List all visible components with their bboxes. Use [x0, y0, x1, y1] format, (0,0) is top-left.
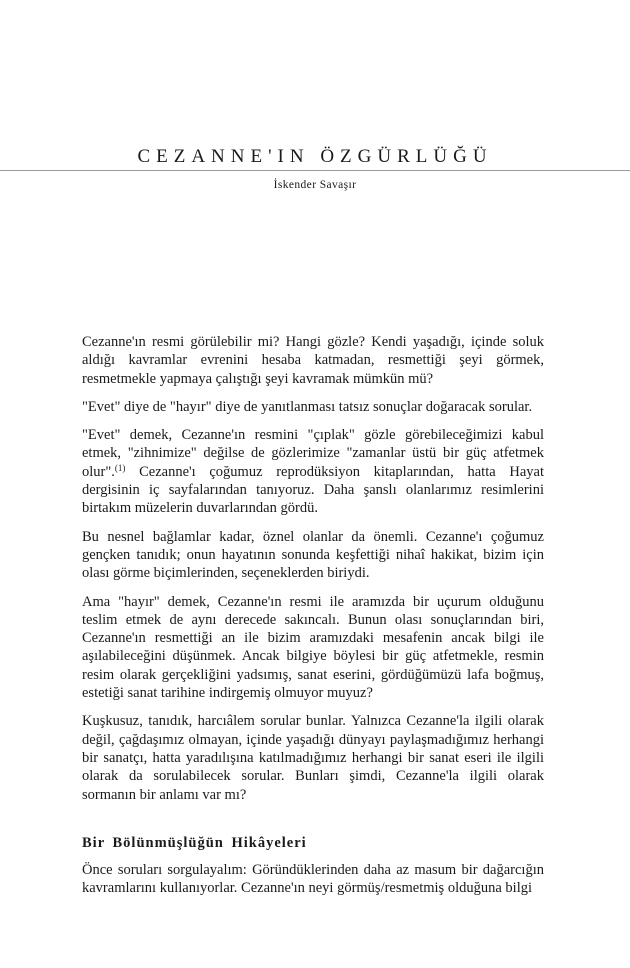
paragraph-7: Önce soruları sorgulayalım: Göründüklerinden daha az masum bir dağarcığın kavramlarını kullanıyorlar. Cezanne'ın neyi görmüş/resmetmiş olduğuna bilgi: [82, 861, 544, 897]
section-heading: Bir Bölünmüşlüğün Hikâyeleri: [82, 834, 307, 851]
paragraph-5: Ama "hayır" demek, Cezanne'ın resmi ile aramızda bir uçurum olduğunu teslim etmek de aynı derecede sakıncalı. Bunun olası sonuçlarından biri, Cezanne'ın resmettiği an ile bizim aramızdaki mesafenin ancak bilgi ile aşılabileceğini düşünmek. Ancak bilgiye böylesi bir güç atfetmekle, resmin resim olarak gerçekliğini yadsımış, sanat eserini, gördüğümüzü lafa boğmuş, estetiği sanat tarihine indirgemiş olmuyor muyuz?: [82, 593, 544, 702]
page-title: CEZANNE'IN ÖZGÜRLÜĞÜ: [137, 146, 493, 167]
article-body: [82, 333, 544, 907]
footnote-marker: (1): [114, 462, 126, 473]
paragraph-3: [82, 426, 544, 517]
title-divider: [0, 170, 630, 171]
paragraph-3-part-2: Cezanne'ı çoğumuz reprodüksiyon kitaplarından, hatta Hayat dergisinin iç sayfalarından tanıyoruz. Daha şanslı olanlarımız resimlerini birtakım müzelerin duvarlarından gördü.: [82, 463, 544, 517]
paragraph-1: Cezanne'ın resmi görülebilir mi? Hangi gözle? Kendi yaşadığı, içinde soluk aldığı kavramlar evrenini hesaba katmadan, resmettiği şeyi görmek, resmetmekle yapmaya çalıştığı şeyi kavramak mümkün mü?: [82, 334, 544, 387]
paragraph-2: "Evet" diye de "hayır" diye de yanıtlanması tatsız sonuçlar doğaracak sorular.: [82, 398, 533, 415]
paragraph-4: Bu nesnel bağlamlar kadar, öznel olanlar da önemli. Cezanne'ı çoğumuz gençken tanıdık; onun hayatının sonunda keşfettiği nihaî hakikat, bizim için olası görme biçimlerinden, seçeneklerden biriydi.: [82, 528, 544, 582]
author-name: İskender Savaşır: [273, 179, 357, 191]
paragraph-6: Kuşkusuz, tanıdık, harcıâlem sorular bunlar. Yalnızca Cezanne'la ilgili olarak değil, çağdaşımız olmayan, içinde yaşadığı dünyayı paylaşmadığımız herhangi bir sanatçı, hatta yaradılışına katılmadığımız herhangi bir sanat eseri ile ilgili olarak da sorulabilecek sorular. Bunları şimdi, Cezanne'la ilgili olarak sormanın bir anlamı var mı?: [82, 713, 544, 803]
paragraph-3-part-1: "Evet" demek, Cezanne'ın resmini "çıplak" gözle görebileceğimizi kabul etmek, "zihnimize" değilse de gözlerimize "zamanlar üstü bir güç atfetmek olur".: [82, 427, 544, 480]
